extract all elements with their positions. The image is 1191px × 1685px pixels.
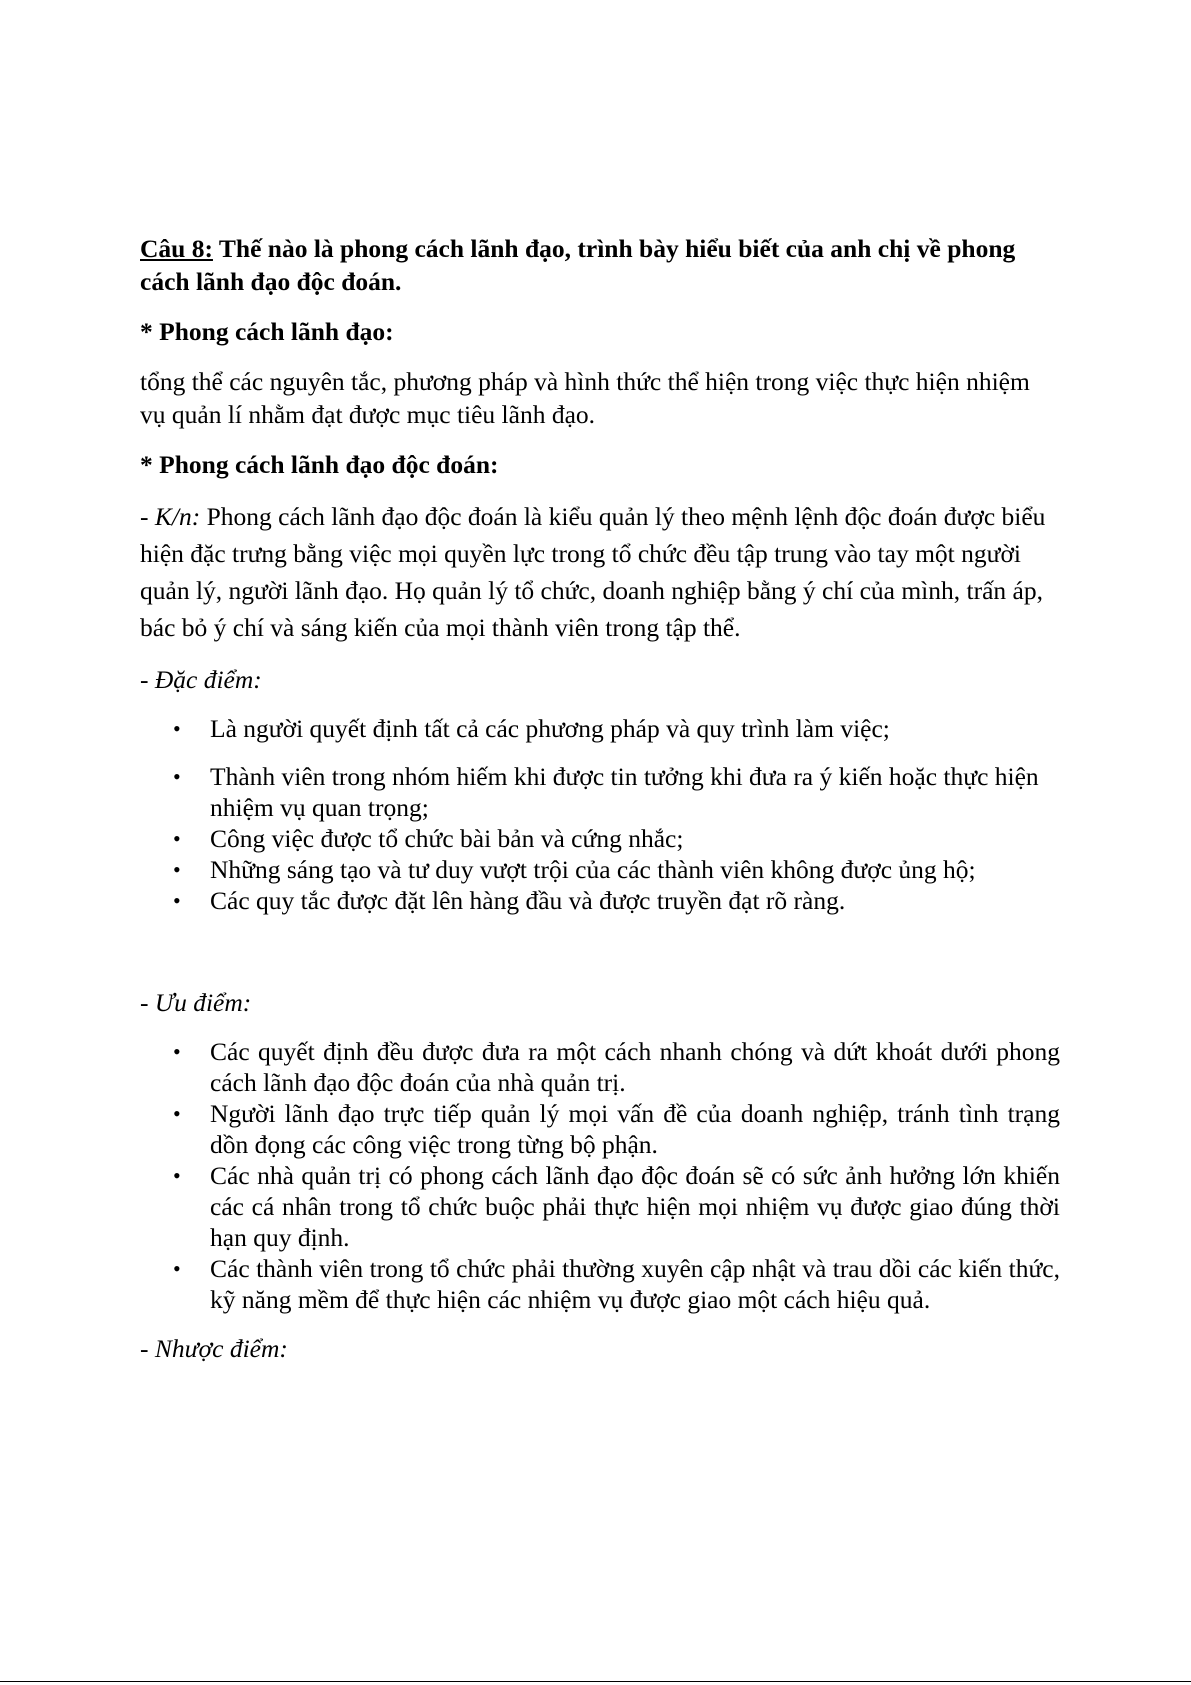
advantages-list xyxy=(140,1036,1060,1315)
list-item-text: Công việc được tổ chức bài bản và cứng nhắc; xyxy=(210,824,684,853)
list-item xyxy=(173,1160,1060,1253)
list-item-text: Các thành viên trong tổ chức phải thường xuyên cập nhật và trau dồi các kiến thức, kỹ năng mềm để thực hiện các nhiệm vụ được giao một cách hiệu quả. xyxy=(210,1254,1060,1314)
autocratic-style-heading: * Phong cách lãnh đạo độc đoán: xyxy=(140,450,499,479)
definition-label: K/n: xyxy=(154,502,201,531)
document-content xyxy=(140,232,1060,1382)
page-bottom-divider xyxy=(0,1681,1191,1682)
bullet-icon: • xyxy=(173,1039,181,1064)
list-item-text: Thành viên trong nhóm hiếm khi được tin tưởng khi đưa ra ý kiến hoặc thực hiện nhiệm vụ quan trọng; xyxy=(210,762,1039,822)
definition-prefix: - xyxy=(140,502,155,531)
list-item-text: Các quyết định đều được đưa ra một cách nhanh chóng và dứt khoát dưới phong cách lãnh đạo độc đoán của nhà quản trị. xyxy=(210,1037,1060,1097)
bullet-icon: • xyxy=(173,1256,181,1281)
list-item-text: Là người quyết định tất cả các phương pháp và quy trình làm việc; xyxy=(210,714,890,743)
bullet-icon: • xyxy=(173,1163,181,1188)
list-item-text: Những sáng tạo và tư duy vượt trội của các thành viên không được ủng hộ; xyxy=(210,855,976,884)
definition-text: Phong cách lãnh đạo độc đoán là kiểu quản lý theo mệnh lệnh độc đoán được biểu hiện đặc trưng bằng việc mọi quyền lực trong tổ chức đều tập trung vào tay một người quản lý, người lãnh đạo. Họ quản lý tổ chức, doanh nghiệp bằng ý chí của mình, trấn áp, bác bỏ ý chí và sáng kiến của mọi thành viên trong tập thể. xyxy=(140,502,1046,642)
features-list xyxy=(140,713,1060,916)
leadership-style-definition: tổng thể các nguyên tắc, phương pháp và hình thức thể hiện trong việc thực hiện nhiệm vụ quản lí nhằm đạt được mục tiêu lãnh đạo. xyxy=(140,367,1030,429)
bullet-icon: • xyxy=(173,716,181,741)
list-item xyxy=(173,1036,1060,1098)
autocratic-definition xyxy=(140,498,1060,646)
list-item xyxy=(173,823,1060,854)
features-label: - Đặc điểm: xyxy=(140,665,262,694)
bullet-icon: • xyxy=(173,1101,181,1126)
list-item xyxy=(173,885,1060,916)
list-item-text: Người lãnh đạo trực tiếp quản lý mọi vấn đề của doanh nghiệp, tránh tình trạng dồn đọng các công việc trong từng bộ phận. xyxy=(210,1099,1060,1159)
bullet-icon: • xyxy=(173,857,181,882)
question-title xyxy=(140,232,1060,298)
leadership-style-heading: * Phong cách lãnh đạo: xyxy=(140,317,394,346)
question-text: Thế nào là phong cách lãnh đạo, trình bày hiểu biết của anh chị về phong cách lãnh đạo độc đoán. xyxy=(140,234,1016,296)
bullet-icon: • xyxy=(173,826,181,851)
advantages-label: - Ưu điểm: xyxy=(140,988,252,1017)
list-item-text: Các nhà quản trị có phong cách lãnh đạo độc đoán sẽ có sức ảnh hưởng lớn khiến các cá nhân trong tổ chức buộc phải thực hiện mọi nhiệm vụ được giao đúng thời hạn quy định. xyxy=(210,1161,1060,1252)
list-item xyxy=(173,713,1060,744)
list-item xyxy=(173,761,1060,823)
list-item xyxy=(173,1253,1060,1315)
list-item-text: Các quy tắc được đặt lên hàng đầu và được truyền đạt rõ ràng. xyxy=(210,886,846,915)
question-label: Câu 8: xyxy=(140,234,213,263)
bullet-icon: • xyxy=(173,764,181,789)
list-item xyxy=(173,854,1060,885)
disadvantages-label: - Nhược điểm: xyxy=(140,1334,288,1363)
list-item xyxy=(173,1098,1060,1160)
bullet-icon: • xyxy=(173,888,181,913)
